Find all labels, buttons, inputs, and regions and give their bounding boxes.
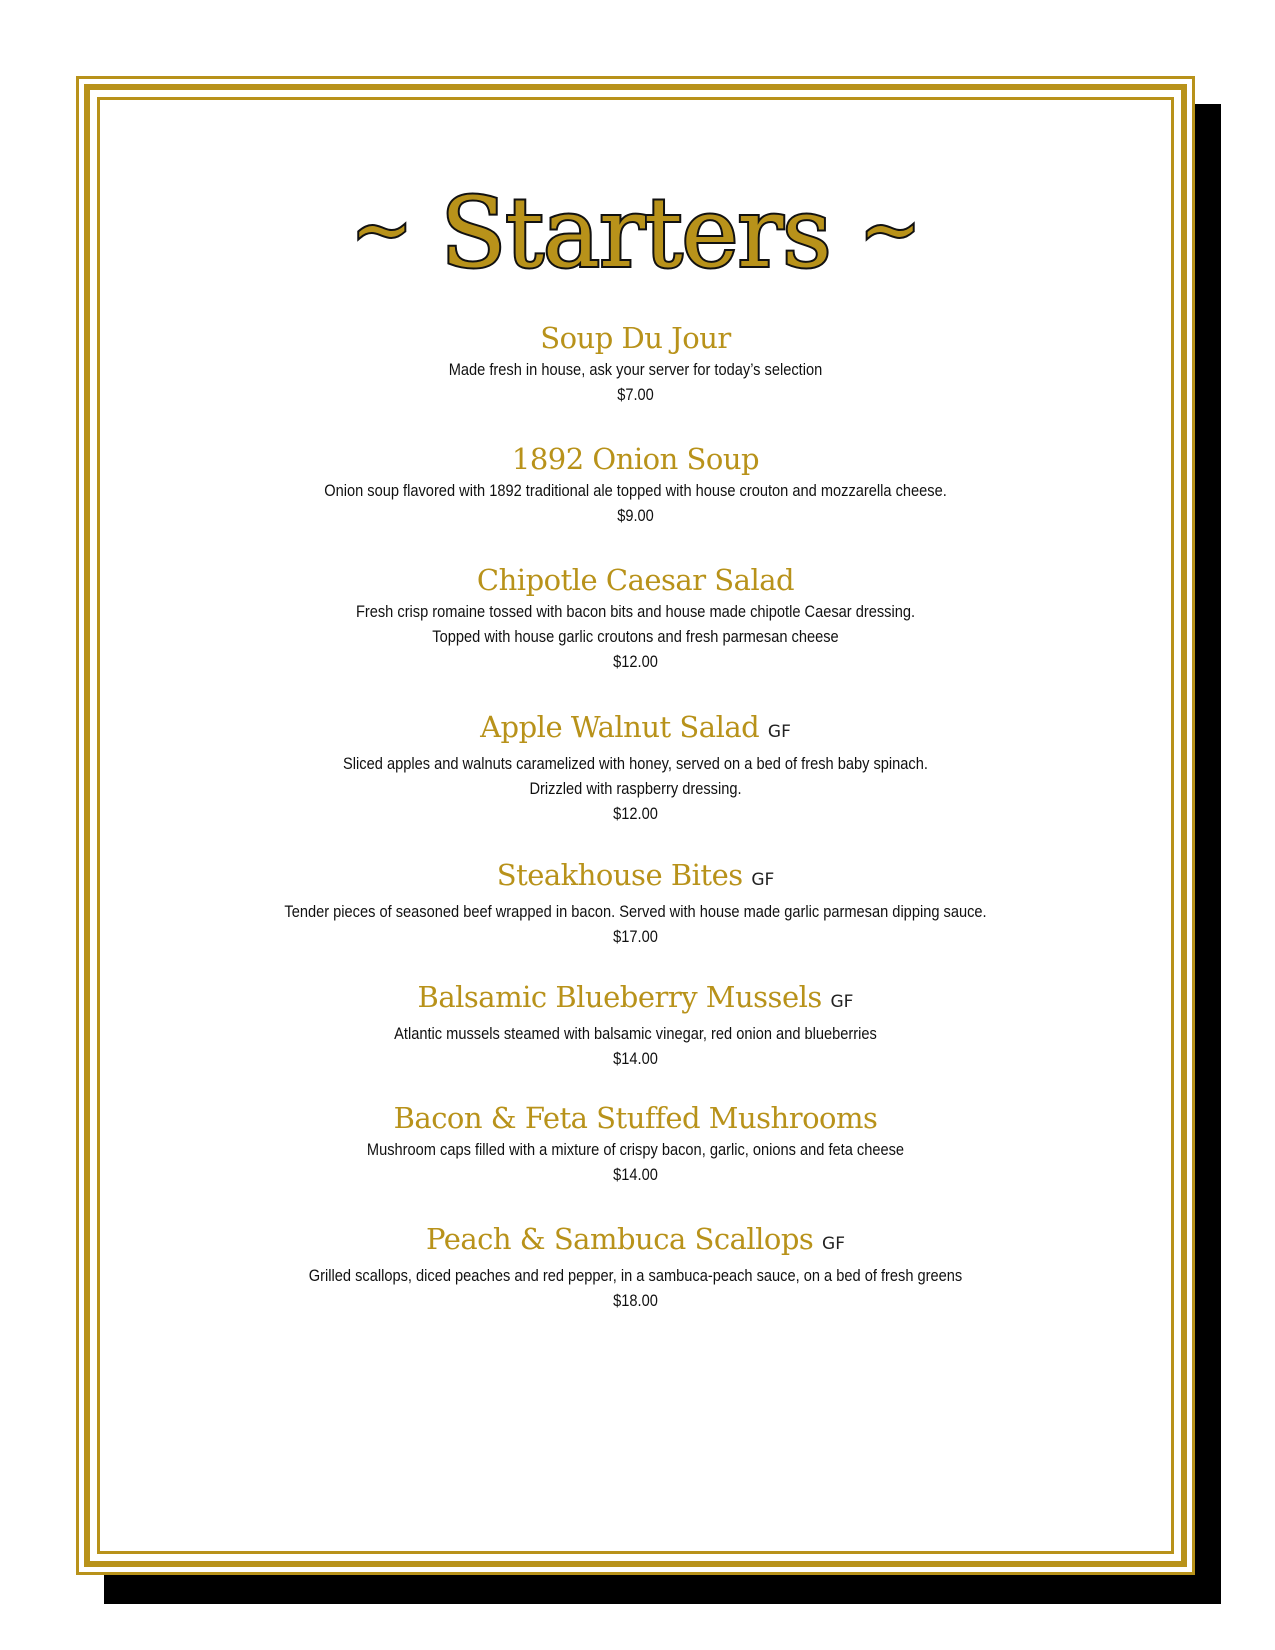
gluten-free-badge: GF [751, 870, 775, 890]
item-name-text: Steakhouse Bites [496, 858, 743, 892]
item-price: $12.00 [613, 652, 658, 671]
menu-frame [76, 76, 1195, 1575]
title-decoration-right: ~ [860, 187, 920, 271]
item-description: Fresh crisp romaine tossed with bacon bits and house made chipotle Caesar dressing. [355, 602, 916, 621]
item-description: Topped with house garlic croutons and fresh parmesan cheese [432, 627, 839, 646]
item-price: $17.00 [613, 927, 658, 946]
item-price: $14.00 [613, 1049, 658, 1068]
menu-item [79, 1099, 1192, 1187]
title-text: Starters [440, 177, 831, 289]
item-name [79, 1099, 1192, 1137]
item-name-text: Peach & Sambuca Scallops [425, 1222, 814, 1256]
gluten-free-badge: GF [822, 1234, 845, 1254]
title-decoration-left: ~ [351, 187, 411, 271]
item-name [79, 978, 1192, 1021]
item-price: $14.00 [613, 1165, 658, 1184]
item-description: Atlantic mussels steamed with balsamic vinegar, red onion and blueberries [394, 1024, 877, 1043]
item-name-text: Apple Walnut Salad [480, 710, 760, 744]
item-name [79, 1220, 1192, 1263]
item-description: Made fresh in house, ask your server for today’s selection [448, 360, 823, 379]
item-price: $7.00 [617, 385, 654, 404]
menu-item [79, 1220, 1192, 1313]
menu-item [79, 319, 1192, 407]
item-description: Tender pieces of seasoned beef wrapped in bacon. Served with house made garlic parmesan dipping sauce. [284, 902, 987, 921]
item-name-text: Balsamic Blueberry Mussels [417, 980, 822, 1014]
gluten-free-badge: GF [830, 992, 854, 1012]
item-name [79, 708, 1192, 751]
item-name-text: 1892 Onion Soup [511, 442, 760, 476]
item-name [79, 319, 1192, 357]
item-description: Grilled scallops, diced peaches and red pepper, in a sambuca-peach sauce, on a bed of fresh greens [308, 1266, 963, 1285]
item-name-text: Bacon & Feta Stuffed Mushrooms [393, 1101, 878, 1135]
page-title [79, 169, 1192, 293]
item-description: Onion soup flavored with 1892 traditional ale topped with house crouton and mozzarella cheese. [324, 481, 947, 500]
item-name [79, 561, 1192, 599]
item-name [79, 856, 1192, 899]
item-price: $9.00 [617, 506, 654, 525]
item-description: Mushroom caps filled with a mixture of crispy bacon, garlic, onions and feta cheese [366, 1140, 905, 1159]
item-price: $18.00 [613, 1291, 658, 1310]
menu-item [79, 561, 1192, 674]
item-price: $12.00 [613, 804, 658, 823]
menu-item [79, 440, 1192, 528]
item-name [79, 440, 1192, 478]
menu-item [79, 978, 1192, 1071]
item-name-text: Soup Du Jour [540, 321, 731, 355]
menu-item [79, 856, 1192, 949]
item-description: Drizzled with raspberry dressing. [529, 779, 742, 798]
menu-item [79, 708, 1192, 826]
item-name-text: Chipotle Caesar Salad [476, 563, 795, 597]
item-description: Sliced apples and walnuts caramelized with honey, served on a bed of fresh baby spinach. [343, 754, 928, 773]
gluten-free-badge: GF [767, 722, 791, 742]
